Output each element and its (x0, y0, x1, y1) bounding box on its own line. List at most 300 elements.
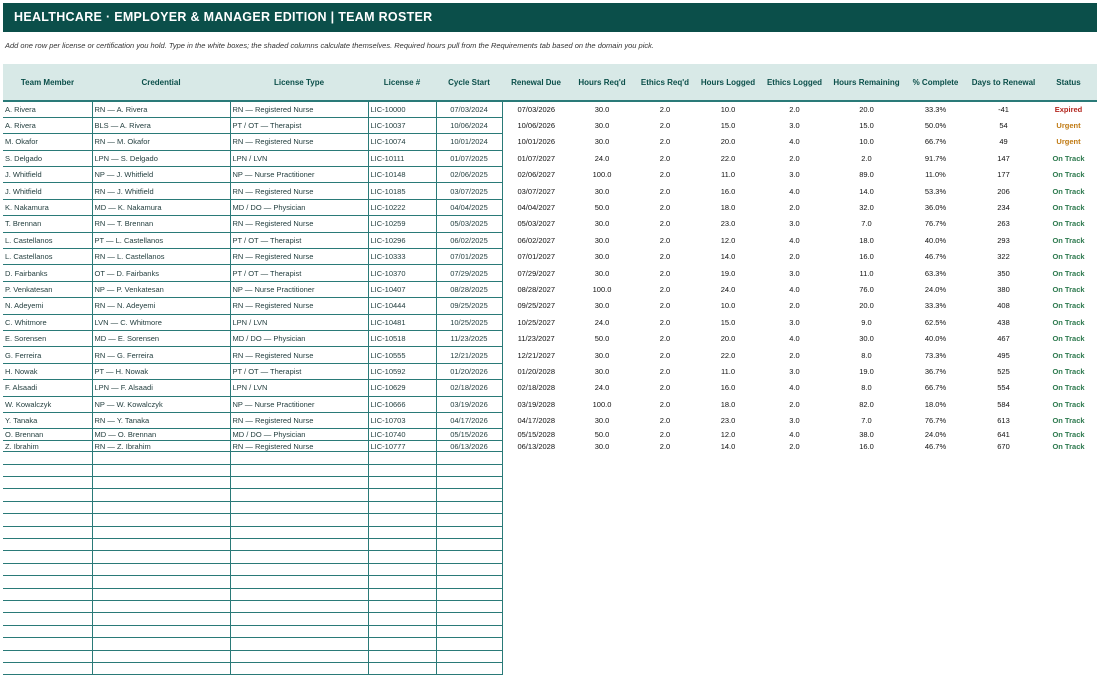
empty-calc-cell (1040, 452, 1097, 464)
col-header[interactable]: Status (1040, 64, 1097, 101)
team-member-cell[interactable]: S. Delgado (3, 150, 92, 166)
empty-input-cell[interactable] (92, 601, 230, 613)
percent-complete-cell: 91.7% (924, 153, 947, 163)
team-member-cell[interactable]: K. Nakamura (3, 199, 92, 215)
team-member-cell[interactable]: D. Fairbanks (3, 265, 92, 281)
credential-cell[interactable]: LVN — C. Whitmore (92, 314, 230, 330)
days-to-renewal-cell: 234 (997, 203, 1010, 213)
license-number-cell[interactable]: LIC-10259 (368, 216, 436, 232)
empty-input-cell[interactable] (230, 650, 368, 662)
empty-input-cell[interactable] (92, 539, 230, 551)
empty-input-cell[interactable] (92, 662, 230, 674)
cycle-start-cell[interactable]: 04/04/2025 (436, 199, 502, 215)
hours-required-cell: 30.0 (594, 416, 610, 426)
cycle-start-cell[interactable]: 03/19/2026 (436, 396, 502, 412)
license-type-cell[interactable]: RN — Registered Nurse (230, 298, 368, 314)
empty-input-cell[interactable] (368, 601, 436, 613)
team-member-cell[interactable]: J. Whitfield (3, 183, 92, 199)
empty-input-cell[interactable] (436, 662, 502, 674)
credential-cell[interactable]: MD — K. Nakamura (92, 199, 230, 215)
col-header[interactable]: Ethics Logged (760, 64, 829, 101)
empty-input-cell[interactable] (92, 526, 230, 538)
empty-input-cell[interactable] (436, 588, 502, 600)
license-type-cell[interactable]: RN — Registered Nurse (230, 347, 368, 363)
renewal-due-cell: 04/17/2028 (517, 416, 556, 426)
empty-input-cell[interactable] (368, 477, 436, 489)
license-number-cell[interactable]: LIC-10370 (368, 265, 436, 281)
empty-calc-cell (1040, 489, 1097, 501)
cycle-start-cell[interactable]: 07/01/2025 (436, 249, 502, 265)
empty-input-cell[interactable] (3, 526, 92, 538)
col-header[interactable]: Credential (92, 64, 230, 101)
empty-input-cell[interactable] (3, 452, 92, 464)
team-member-cell[interactable]: F. Alsaadi (3, 380, 92, 396)
empty-calc-cell (502, 526, 570, 538)
license-type-cell[interactable]: RN — Registered Nurse (230, 101, 368, 117)
empty-calc-cell (696, 452, 760, 464)
cycle-start-cell[interactable]: 05/15/2026 (436, 429, 502, 441)
hours-remaining-cell: 7.0 (861, 416, 872, 426)
cycle-start-cell[interactable]: 10/25/2025 (436, 314, 502, 330)
ethics-logged-cell: 3.0 (789, 121, 800, 131)
empty-input-cell[interactable] (92, 588, 230, 600)
empty-calc-cell (760, 563, 829, 575)
empty-input-cell[interactable] (3, 514, 92, 526)
license-type-cell[interactable]: RN — Registered Nurse (230, 216, 368, 232)
empty-input-cell[interactable] (368, 539, 436, 551)
empty-calc-cell (696, 501, 760, 513)
empty-input-cell[interactable] (436, 638, 502, 650)
license-number-cell[interactable]: LIC-10703 (368, 412, 436, 428)
empty-row (3, 489, 1097, 501)
credential-cell[interactable]: RN — L. Castellanos (92, 249, 230, 265)
ethics-required-cell: 2.0 (659, 186, 671, 196)
empty-calc-cell (829, 662, 904, 674)
empty-input-cell[interactable] (230, 588, 368, 600)
team-member-cell[interactable]: E. Sorensen (3, 330, 92, 346)
hours-required-cell: 100.0 (592, 170, 612, 180)
credential-cell[interactable]: RN — G. Ferreira (92, 347, 230, 363)
empty-input-cell[interactable] (3, 662, 92, 674)
credential-cell[interactable]: LPN — F. Alsaadi (92, 380, 230, 396)
license-number-cell[interactable]: LIC-10518 (368, 330, 436, 346)
empty-input-cell[interactable] (436, 477, 502, 489)
empty-input-cell[interactable] (436, 601, 502, 613)
hours-required-cell: 30.0 (594, 366, 610, 376)
table-row (3, 380, 1097, 396)
empty-calc-cell (502, 625, 570, 637)
cycle-start-cell[interactable]: 04/17/2026 (436, 412, 502, 428)
empty-input-cell[interactable] (3, 489, 92, 501)
ethics-required-cell: 2.0 (659, 383, 671, 393)
status-cell: On Track (1052, 170, 1085, 180)
empty-input-cell[interactable] (3, 464, 92, 476)
credential-cell[interactable]: MD — O. Brennan (92, 429, 230, 441)
cycle-start-cell[interactable]: 03/07/2025 (436, 183, 502, 199)
empty-input-cell[interactable] (92, 501, 230, 513)
empty-calc-cell (696, 576, 760, 588)
credential-cell[interactable]: RN — Y. Tanaka (92, 412, 230, 428)
empty-calc-cell (696, 650, 760, 662)
cycle-start-cell[interactable]: 01/07/2025 (436, 150, 502, 166)
empty-calc-cell (760, 551, 829, 563)
empty-input-cell[interactable] (3, 477, 92, 489)
empty-input-cell[interactable] (230, 514, 368, 526)
cycle-start-cell[interactable]: 10/01/2024 (436, 134, 502, 150)
license-number-cell[interactable]: LIC-10111 (368, 150, 436, 166)
empty-input-cell[interactable] (3, 650, 92, 662)
empty-input-cell[interactable] (436, 650, 502, 662)
empty-input-cell[interactable] (3, 601, 92, 613)
empty-calc-cell (829, 526, 904, 538)
license-number-cell[interactable]: LIC-10592 (368, 363, 436, 379)
percent-complete-cell: 76.7% (924, 416, 947, 426)
hours-logged-cell: 20.0 (720, 137, 736, 147)
empty-input-cell[interactable] (368, 563, 436, 575)
credential-cell[interactable]: PT — H. Nowak (92, 363, 230, 379)
empty-calc-cell (904, 588, 967, 600)
license-number-cell[interactable]: LIC-10555 (368, 347, 436, 363)
cycle-start-cell[interactable]: 07/03/2024 (436, 101, 502, 117)
days-to-renewal-cell: 177 (997, 170, 1010, 180)
license-number-cell[interactable]: LIC-10629 (368, 380, 436, 396)
license-number-cell[interactable]: LIC-10666 (368, 396, 436, 412)
table-row (3, 440, 1097, 452)
cycle-start-cell[interactable]: 11/23/2025 (436, 330, 502, 346)
credential-cell[interactable]: RN — N. Adeyemi (92, 298, 230, 314)
license-number-cell[interactable]: LIC-10074 (368, 134, 436, 150)
empty-input-cell[interactable] (230, 539, 368, 551)
team-member-cell[interactable]: G. Ferreira (3, 347, 92, 363)
col-header[interactable]: Hours Logged (696, 64, 760, 101)
empty-calc-cell (904, 501, 967, 513)
percent-complete-cell: 46.7% (924, 441, 947, 451)
empty-input-cell[interactable] (368, 576, 436, 588)
license-type-cell[interactable]: PT / OT — Therapist (230, 265, 368, 281)
cycle-start-cell[interactable]: 07/29/2025 (436, 265, 502, 281)
empty-input-cell[interactable] (92, 551, 230, 563)
empty-input-cell[interactable] (3, 576, 92, 588)
empty-input-cell[interactable] (92, 514, 230, 526)
cycle-start-cell[interactable]: 06/13/2026 (436, 440, 502, 452)
ethics-logged-cell: 3.0 (789, 219, 800, 229)
team-member-cell[interactable]: M. Okafor (3, 134, 92, 150)
empty-input-cell[interactable] (230, 601, 368, 613)
hours-logged-cell: 20.0 (720, 334, 736, 344)
team-member-cell[interactable]: T. Brennan (3, 216, 92, 232)
license-number-cell[interactable]: LIC-10296 (368, 232, 436, 248)
days-to-renewal-cell: -41 (998, 105, 1009, 115)
team-member-cell[interactable]: A. Rivera (3, 101, 92, 117)
empty-input-cell[interactable] (230, 464, 368, 476)
license-type-cell[interactable]: LPN / LVN (230, 150, 368, 166)
cycle-start-cell[interactable]: 12/21/2025 (436, 347, 502, 363)
empty-input-cell[interactable] (230, 452, 368, 464)
credential-cell[interactable]: RN — J. Whitfield (92, 183, 230, 199)
hours-logged-cell: 22.0 (720, 350, 736, 360)
percent-complete-cell: 63.3% (924, 268, 947, 278)
empty-calc-cell (904, 563, 967, 575)
team-member-cell[interactable]: O. Brennan (3, 429, 92, 441)
empty-input-cell[interactable] (436, 551, 502, 563)
team-member-cell[interactable]: C. Whitmore (3, 314, 92, 330)
license-number-cell[interactable]: LIC-10740 (368, 429, 436, 441)
empty-input-cell[interactable] (368, 514, 436, 526)
empty-input-cell[interactable] (92, 489, 230, 501)
empty-input-cell[interactable] (368, 452, 436, 464)
empty-calc-cell (967, 638, 1040, 650)
team-member-cell[interactable]: N. Adeyemi (3, 298, 92, 314)
empty-calc-cell (760, 539, 829, 551)
empty-calc-cell (967, 452, 1040, 464)
team-member-cell[interactable]: P. Venkatesan (3, 281, 92, 297)
hours-logged-cell: 19.0 (720, 268, 736, 278)
empty-input-cell[interactable] (368, 588, 436, 600)
empty-input-cell[interactable] (436, 625, 502, 637)
percent-complete-cell: 53.3% (924, 186, 947, 196)
hours-remaining-cell: 20.0 (859, 105, 874, 115)
empty-input-cell[interactable] (3, 539, 92, 551)
team-member-cell[interactable]: Z. Ibrahim (3, 440, 92, 452)
col-header[interactable]: Team Member (3, 64, 92, 101)
license-type-cell[interactable]: LPN / LVN (230, 314, 368, 330)
empty-calc-cell (904, 638, 967, 650)
empty-input-cell[interactable] (436, 563, 502, 575)
cycle-start-cell[interactable]: 02/18/2026 (436, 380, 502, 396)
team-member-cell[interactable]: L. Castellanos (3, 232, 92, 248)
license-number-cell[interactable]: LIC-10444 (368, 298, 436, 314)
license-number-cell[interactable]: LIC-10000 (368, 101, 436, 117)
empty-input-cell[interactable] (92, 464, 230, 476)
days-to-renewal-cell: 641 (997, 430, 1010, 440)
hours-required-cell: 30.0 (594, 252, 610, 262)
license-type-cell[interactable]: PT / OT — Therapist (230, 232, 368, 248)
empty-calc-cell (967, 601, 1040, 613)
credential-cell[interactable]: RN — Z. Ibrahim (92, 440, 230, 452)
empty-input-cell[interactable] (436, 489, 502, 501)
col-header[interactable]: License Type (230, 64, 368, 101)
credential-cell[interactable]: RN — M. Okafor (92, 134, 230, 150)
empty-calc-cell (570, 452, 634, 464)
license-type-cell[interactable]: PT / OT — Therapist (230, 117, 368, 133)
empty-calc-cell (696, 489, 760, 501)
empty-input-cell[interactable] (3, 638, 92, 650)
ethics-logged-cell: 4.0 (789, 137, 800, 147)
credential-cell[interactable]: NP — P. Venkatesan (92, 281, 230, 297)
empty-input-cell[interactable] (3, 551, 92, 563)
empty-calc-cell (904, 662, 967, 674)
col-header[interactable]: Renewal Due (502, 64, 570, 101)
empty-input-cell[interactable] (92, 638, 230, 650)
license-type-cell[interactable]: MD / DO — Physician (230, 199, 368, 215)
credential-cell[interactable]: RN — A. Rivera (92, 101, 230, 117)
license-type-cell[interactable]: RN — Registered Nurse (230, 440, 368, 452)
empty-input-cell[interactable] (436, 464, 502, 476)
empty-input-cell[interactable] (92, 477, 230, 489)
license-type-cell[interactable]: RN — Registered Nurse (230, 183, 368, 199)
credential-cell[interactable]: LPN — S. Delgado (92, 150, 230, 166)
empty-input-cell[interactable] (230, 501, 368, 513)
empty-input-cell[interactable] (230, 662, 368, 674)
license-type-cell[interactable]: RN — Registered Nurse (230, 412, 368, 428)
empty-input-cell[interactable] (92, 625, 230, 637)
team-member-cell[interactable]: L. Castellanos (3, 249, 92, 265)
cycle-start-cell[interactable]: 10/06/2024 (436, 117, 502, 133)
empty-input-cell[interactable] (3, 625, 92, 637)
empty-input-cell[interactable] (92, 563, 230, 575)
col-header[interactable]: % Complete (904, 64, 967, 101)
days-to-renewal-cell: 584 (997, 399, 1010, 409)
empty-calc-cell (1040, 601, 1097, 613)
team-member-cell[interactable]: Y. Tanaka (3, 412, 92, 428)
team-member-cell[interactable]: H. Nowak (3, 363, 92, 379)
license-number-cell[interactable]: LIC-10777 (368, 440, 436, 452)
cycle-start-cell[interactable]: 05/03/2025 (436, 216, 502, 232)
percent-complete-cell: 62.5% (924, 317, 947, 327)
empty-calc-cell (967, 563, 1040, 575)
empty-calc-cell (570, 625, 634, 637)
hours-remaining-cell: 15.0 (859, 121, 874, 131)
credential-cell[interactable]: RN — T. Brennan (92, 216, 230, 232)
empty-input-cell[interactable] (230, 551, 368, 563)
hours-remaining-cell: 20.0 (859, 301, 874, 311)
empty-calc-cell (502, 650, 570, 662)
empty-calc-cell (502, 662, 570, 674)
empty-input-cell[interactable] (368, 489, 436, 501)
license-number-cell[interactable]: LIC-10407 (368, 281, 436, 297)
empty-input-cell[interactable] (230, 638, 368, 650)
license-number-cell[interactable]: LIC-10481 (368, 314, 436, 330)
status-cell: On Track (1052, 153, 1085, 163)
empty-calc-cell (904, 650, 967, 662)
days-to-renewal-cell: 263 (997, 219, 1010, 229)
cycle-start-cell[interactable]: 09/25/2025 (436, 298, 502, 314)
credential-cell[interactable]: NP — W. Kowalczyk (92, 396, 230, 412)
team-member-cell[interactable]: J. Whitfield (3, 167, 92, 183)
credential-cell[interactable]: OT — D. Fairbanks (92, 265, 230, 281)
col-header[interactable]: Days to Renewal (967, 64, 1040, 101)
license-number-cell[interactable]: LIC-10148 (368, 167, 436, 183)
license-type-cell[interactable]: NP — Nurse Practitioner (230, 396, 368, 412)
empty-input-cell[interactable] (3, 613, 92, 625)
credential-cell[interactable]: NP — J. Whitfield (92, 167, 230, 183)
empty-input-cell[interactable] (230, 477, 368, 489)
empty-input-cell[interactable] (436, 526, 502, 538)
empty-input-cell[interactable] (436, 539, 502, 551)
empty-input-cell[interactable] (368, 638, 436, 650)
empty-input-cell[interactable] (92, 650, 230, 662)
empty-input-cell[interactable] (230, 489, 368, 501)
col-header[interactable]: Hours Remaining (829, 64, 904, 101)
empty-input-cell[interactable] (436, 576, 502, 588)
empty-calc-cell (570, 588, 634, 600)
col-header[interactable]: Ethics Req'd (634, 64, 696, 101)
empty-calc-cell (1040, 613, 1097, 625)
empty-input-cell[interactable] (92, 452, 230, 464)
empty-input-cell[interactable] (230, 613, 368, 625)
renewal-due-cell: 05/03/2027 (517, 219, 556, 229)
empty-input-cell[interactable] (368, 551, 436, 563)
status-cell: On Track (1052, 430, 1085, 440)
empty-calc-cell (829, 638, 904, 650)
empty-input-cell[interactable] (3, 588, 92, 600)
empty-input-cell[interactable] (368, 526, 436, 538)
license-type-cell[interactable]: RN — Registered Nurse (230, 249, 368, 265)
hours-required-cell: 24.0 (594, 317, 610, 327)
empty-input-cell[interactable] (436, 501, 502, 513)
percent-complete-cell: 50.0% (924, 121, 947, 131)
license-type-cell[interactable]: LPN / LVN (230, 380, 368, 396)
credential-cell[interactable]: BLS — A. Rivera (92, 117, 230, 133)
license-type-cell[interactable]: PT / OT — Therapist (230, 363, 368, 379)
empty-input-cell[interactable] (368, 662, 436, 674)
hours-remaining-cell: 7.0 (861, 219, 872, 229)
empty-input-cell[interactable] (436, 514, 502, 526)
col-header[interactable]: License # (368, 64, 436, 101)
license-number-cell[interactable]: LIC-10222 (368, 199, 436, 215)
empty-input-cell[interactable] (92, 576, 230, 588)
percent-complete-cell: 11.0% (925, 170, 946, 180)
empty-input-cell[interactable] (230, 563, 368, 575)
hours-required-cell: 30.0 (594, 441, 610, 451)
empty-input-cell[interactable] (230, 576, 368, 588)
empty-input-cell[interactable] (368, 501, 436, 513)
col-header[interactable]: Cycle Start (436, 64, 502, 101)
empty-calc-cell (967, 613, 1040, 625)
status-cell: On Track (1052, 350, 1085, 360)
license-type-cell[interactable]: MD / DO — Physician (230, 330, 368, 346)
empty-input-cell[interactable] (368, 625, 436, 637)
cycle-start-cell[interactable]: 01/20/2026 (436, 363, 502, 379)
empty-calc-cell (967, 650, 1040, 662)
col-header[interactable]: Hours Req'd (570, 64, 634, 101)
empty-calc-cell (904, 514, 967, 526)
cycle-start-cell[interactable]: 06/02/2025 (436, 232, 502, 248)
team-member-cell[interactable]: W. Kowalczyk (3, 396, 92, 412)
cycle-start-cell[interactable]: 02/06/2025 (436, 167, 502, 183)
team-member-cell[interactable]: A. Rivera (3, 117, 92, 133)
empty-input-cell[interactable] (92, 613, 230, 625)
credential-cell[interactable]: MD — E. Sorensen (92, 330, 230, 346)
credential-cell[interactable]: PT — L. Castellanos (92, 232, 230, 248)
license-type-cell[interactable]: MD / DO — Physician (230, 429, 368, 441)
empty-input-cell[interactable] (3, 501, 92, 513)
hours-required-cell: 30.0 (594, 121, 610, 131)
empty-input-cell[interactable] (3, 563, 92, 575)
ethics-logged-cell: 2.0 (789, 153, 800, 163)
empty-input-cell[interactable] (368, 613, 436, 625)
license-number-cell[interactable]: LIC-10185 (368, 183, 436, 199)
ethics-logged-cell: 4.0 (789, 430, 800, 440)
empty-input-cell[interactable] (368, 650, 436, 662)
empty-calc-cell (570, 489, 634, 501)
cycle-start-cell[interactable]: 08/28/2025 (436, 281, 502, 297)
empty-input-cell[interactable] (230, 526, 368, 538)
empty-calc-cell (1040, 638, 1097, 650)
empty-input-cell[interactable] (230, 625, 368, 637)
table-row (3, 412, 1097, 428)
empty-input-cell[interactable] (436, 613, 502, 625)
license-number-cell[interactable]: LIC-10037 (368, 117, 436, 133)
license-type-cell[interactable]: NP — Nurse Practitioner (230, 167, 368, 183)
hours-required-cell: 30.0 (594, 105, 610, 115)
license-number-cell[interactable]: LIC-10333 (368, 249, 436, 265)
empty-input-cell[interactable] (368, 464, 436, 476)
empty-input-cell[interactable] (436, 452, 502, 464)
table-row (3, 117, 1097, 133)
license-type-cell[interactable]: RN — Registered Nurse (230, 134, 368, 150)
license-type-cell[interactable]: NP — Nurse Practitioner (230, 281, 368, 297)
